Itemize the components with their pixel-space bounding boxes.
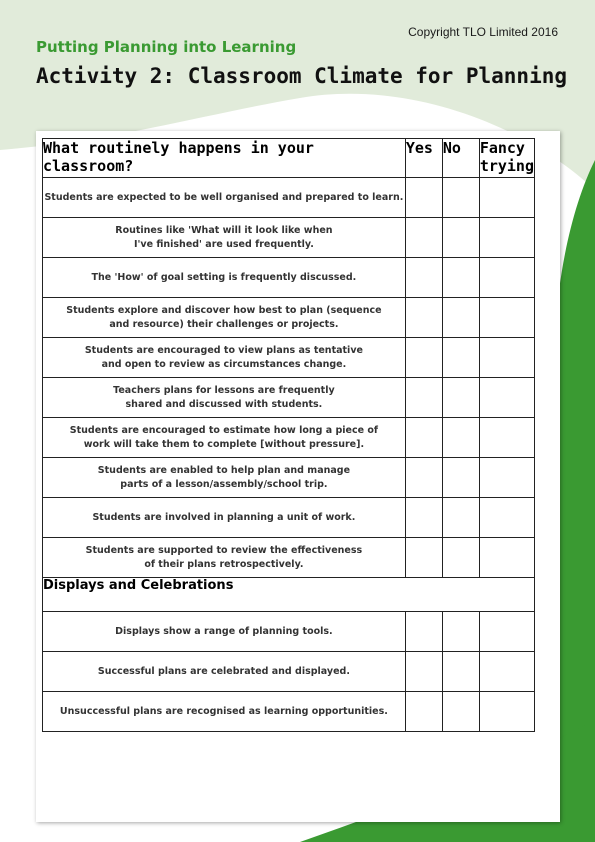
- no-checkbox[interactable]: [442, 612, 479, 652]
- fancy-trying-checkbox[interactable]: [479, 652, 534, 692]
- fancy-trying-checkbox[interactable]: [479, 538, 534, 578]
- table-row: [43, 218, 535, 258]
- yes-checkbox[interactable]: [405, 612, 442, 652]
- yes-checkbox[interactable]: [405, 418, 442, 458]
- no-header: No: [442, 139, 479, 178]
- statement-text: Students are encouraged to view plans as tentative and open to review as circumstances change.: [43, 338, 406, 378]
- no-checkbox[interactable]: [442, 538, 479, 578]
- table-row: [43, 612, 535, 652]
- table-row: [43, 378, 535, 418]
- fancy-trying-checkbox[interactable]: [479, 218, 534, 258]
- question-header: What routinely happens in your classroom?: [43, 139, 406, 178]
- table-row: [43, 258, 535, 298]
- fancy-trying-checkbox[interactable]: [479, 458, 534, 498]
- series-subtitle: Putting Planning into Learning: [36, 38, 297, 56]
- table-row: [43, 692, 535, 732]
- no-checkbox[interactable]: [442, 418, 479, 458]
- statement-text: Students are encouraged to estimate how long a piece of work will take them to complete [without pressure].: [43, 418, 406, 458]
- fancy-trying-checkbox[interactable]: [479, 612, 534, 652]
- table-row: [43, 298, 535, 338]
- header-row: [43, 139, 535, 178]
- statement-text: Routines like 'What will it look like when I've finished' are used frequently.: [43, 218, 406, 258]
- no-checkbox[interactable]: [442, 178, 479, 218]
- no-checkbox[interactable]: [442, 498, 479, 538]
- table-row: [43, 538, 535, 578]
- yes-checkbox[interactable]: [405, 378, 442, 418]
- fancy-trying-checkbox[interactable]: [479, 378, 534, 418]
- copyright-notice: Copyright TLO Limited 2016: [408, 25, 558, 39]
- table-row: [43, 458, 535, 498]
- table-row: [43, 418, 535, 458]
- statement-text: The 'How' of goal setting is frequently discussed.: [43, 258, 406, 298]
- no-checkbox[interactable]: [442, 258, 479, 298]
- yes-checkbox[interactable]: [405, 458, 442, 498]
- yes-header: Yes: [405, 139, 442, 178]
- yes-checkbox[interactable]: [405, 218, 442, 258]
- statement-text: Students are enabled to help plan and manage parts of a lesson/assembly/school trip.: [43, 458, 406, 498]
- statement-text: Displays show a range of planning tools.: [43, 612, 406, 652]
- fancy-trying-checkbox[interactable]: [479, 418, 534, 458]
- page-title: Activity 2: Classroom Climate for Planning: [36, 64, 568, 88]
- statement-text: Successful plans are celebrated and displayed.: [43, 652, 406, 692]
- fancy-trying-checkbox[interactable]: [479, 498, 534, 538]
- statement-text: Teachers plans for lessons are frequently shared and discussed with students.: [43, 378, 406, 418]
- yes-checkbox[interactable]: [405, 258, 442, 298]
- no-checkbox[interactable]: [442, 298, 479, 338]
- fancy-trying-checkbox[interactable]: [479, 258, 534, 298]
- fancy-trying-checkbox[interactable]: [479, 692, 534, 732]
- yes-checkbox[interactable]: [405, 338, 442, 378]
- table-row: [43, 498, 535, 538]
- yes-checkbox[interactable]: [405, 538, 442, 578]
- fancy-trying-header: Fancy trying: [479, 139, 534, 178]
- fancy-trying-checkbox[interactable]: [479, 338, 534, 378]
- yes-checkbox[interactable]: [405, 692, 442, 732]
- no-checkbox[interactable]: [442, 218, 479, 258]
- statement-text: Unsuccessful plans are recognised as learning opportunities.: [43, 692, 406, 732]
- no-checkbox[interactable]: [442, 378, 479, 418]
- no-checkbox[interactable]: [442, 652, 479, 692]
- statement-text: Students are supported to review the effectiveness of their plans retrospectively.: [43, 538, 406, 578]
- worksheet-panel: [36, 131, 560, 822]
- yes-checkbox[interactable]: [405, 178, 442, 218]
- yes-checkbox[interactable]: [405, 652, 442, 692]
- yes-checkbox[interactable]: [405, 298, 442, 338]
- no-checkbox[interactable]: [442, 692, 479, 732]
- table-row: [43, 338, 535, 378]
- section-row: [43, 578, 535, 612]
- fancy-trying-checkbox[interactable]: [479, 178, 534, 218]
- statement-text: Students are involved in planning a unit of work.: [43, 498, 406, 538]
- checklist-table: [42, 138, 535, 732]
- statement-text: Students explore and discover how best to plan (sequence and resource) their challenges or projects.: [43, 298, 406, 338]
- table-row: [43, 178, 535, 218]
- no-checkbox[interactable]: [442, 338, 479, 378]
- statement-text: Students are expected to be well organised and prepared to learn.: [43, 178, 406, 218]
- fancy-trying-checkbox[interactable]: [479, 298, 534, 338]
- yes-checkbox[interactable]: [405, 498, 442, 538]
- table-row: [43, 652, 535, 692]
- section-heading: Displays and Celebrations: [43, 578, 535, 612]
- no-checkbox[interactable]: [442, 458, 479, 498]
